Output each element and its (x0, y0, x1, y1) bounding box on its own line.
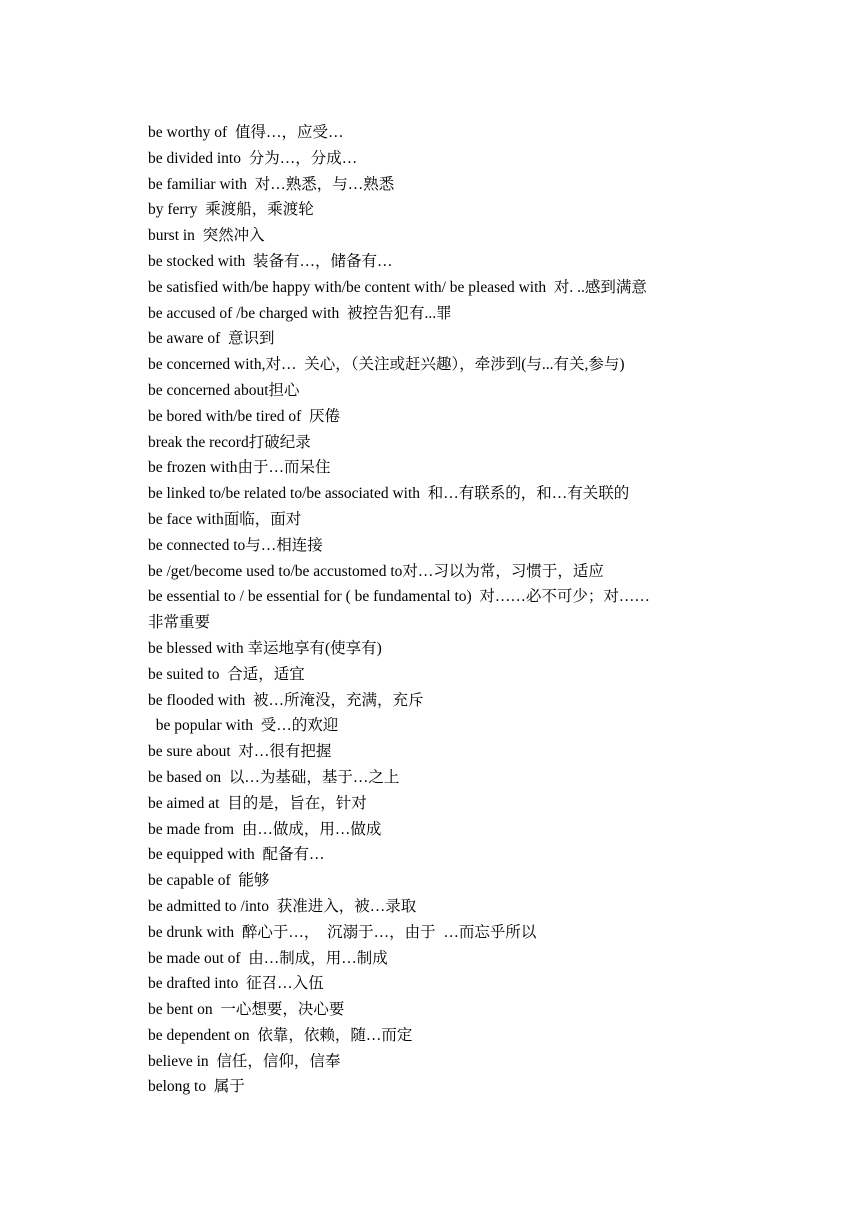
vocab-entry: be essential to / be essential for ( be fundamental to) 对……必不可少；对…… (148, 588, 650, 606)
vocab-entry: be aimed at 目的是，旨在，针对 (148, 794, 367, 812)
vocab-entry: be concerned about担心 (148, 381, 300, 399)
vocab-entry: be connected to与…相连接 (148, 536, 323, 554)
vocab-entry: be flooded with 被…所淹没，充满，充斥 (148, 691, 424, 709)
vocab-entry: be made out of 由…制成，用…制成 (148, 949, 388, 967)
vocab-entry: be admitted to /into 获准进入，被…录取 (148, 897, 417, 915)
vocab-entry: be drafted into 征召…入伍 (148, 975, 324, 993)
vocab-entry: be bent on 一心想要，决心要 (148, 1001, 345, 1019)
vocab-entry: be bored with/be tired of 厌倦 (148, 407, 340, 425)
vocab-entry: be accused of /be charged with 被控告犯有...罪 (148, 304, 452, 322)
vocab-entry: be familiar with 对…熟悉，与…熟悉 (148, 175, 395, 193)
vocab-entry: be linked to/be related to/be associated with 和…有联系的，和…有关联的 (148, 485, 630, 503)
vocab-entry: by ferry 乘渡船，乘渡轮 (148, 201, 314, 219)
vocab-entry: be popular with 受…的欢迎 (148, 717, 339, 735)
vocab-entry: be worthy of 值得…，应受… (148, 124, 344, 141)
vocab-entry: be suited to 合适，适宜 (148, 665, 305, 683)
vocabulary-list (148, 120, 718, 1100)
vocab-entry: burst in 突然冲入 (148, 227, 265, 245)
vocab-entry: be made from 由…做成，用…做成 (148, 820, 382, 838)
vocab-entry: be dependent on 依靠，依赖，随…而定 (148, 1026, 413, 1044)
vocab-entry: be drunk with 醉心于…， 沉溺于…，由于 …而忘乎所以 (148, 923, 537, 941)
vocab-entry: be satisfied with/be happy with/be content with/ be pleased with 对. ..感到满意 (148, 278, 647, 296)
vocab-entry: believe in 信任，信仰，信奉 (148, 1052, 341, 1070)
vocab-entry: be face with面临，面对 (148, 510, 302, 528)
vocab-entry: be /get/become used to/be accustomed to对…习以为常，习惯于，适应 (148, 562, 604, 580)
vocab-entry: be stocked with 装备有…，储备有… (148, 252, 393, 270)
vocab-entry: belong to 属于 (148, 1078, 245, 1096)
vocab-entry: break the record打破纪录 (148, 433, 311, 451)
vocab-entry: be divided into 分为…，分成… (148, 149, 358, 167)
vocab-entry: be based on 以…为基础，基于…之上 (148, 768, 400, 786)
vocab-entry: 非常重要 (148, 614, 211, 632)
vocab-entry: be equipped with 配备有… (148, 846, 325, 864)
vocab-entry: be capable of 能够 (148, 872, 270, 890)
vocab-entry: be sure about 对…很有把握 (148, 743, 332, 761)
vocab-entry: be concerned with,对… 关心，（关注或赶兴趣），牵涉到(与...有关,参与) (148, 356, 625, 374)
vocab-entry: be frozen with由于…而呆住 (148, 459, 331, 477)
vocab-entry: be blessed with 幸运地享有(使享有) (148, 639, 382, 657)
vocab-entry: be aware of 意识到 (148, 330, 275, 348)
